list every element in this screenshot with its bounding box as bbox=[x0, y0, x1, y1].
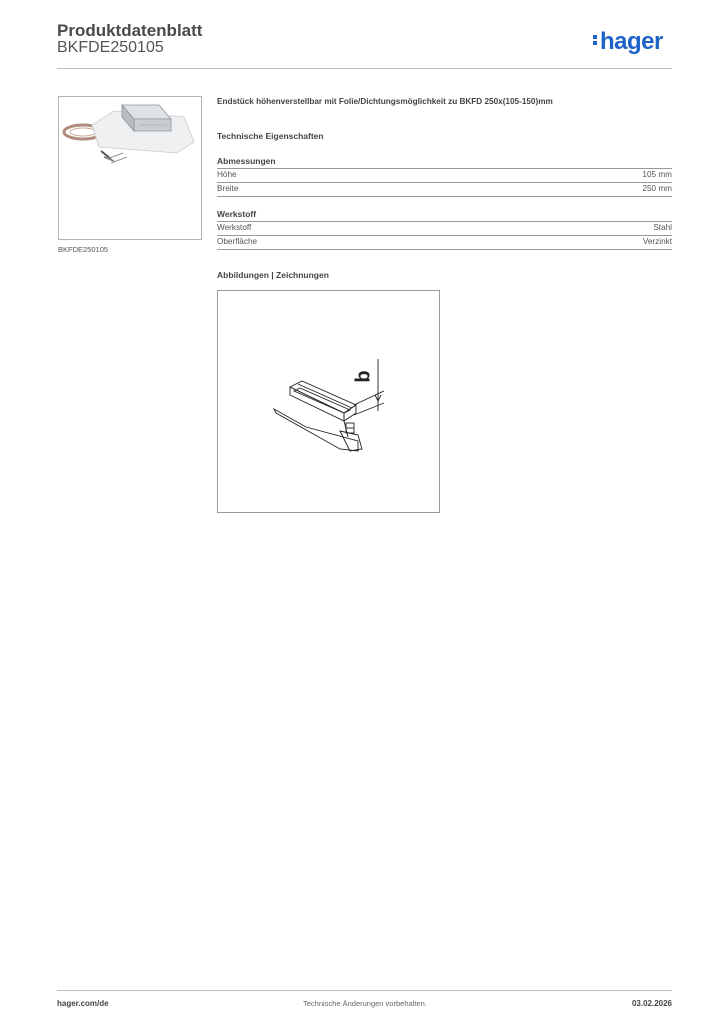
hager-logo bbox=[593, 28, 663, 56]
property-key: Breite bbox=[217, 184, 239, 193]
product-image bbox=[58, 96, 202, 240]
header-rule bbox=[57, 68, 672, 69]
property-value: 105 mm bbox=[642, 170, 672, 179]
technical-heading: Technische Eigenschaften bbox=[217, 131, 324, 141]
product-description: Endstück höhenverstellbar mit Folie/Dichtungsmöglichkeit zu BKFD 250x(105-150)mm bbox=[217, 97, 553, 106]
property-value: 250 mm bbox=[642, 184, 672, 193]
technical-drawing bbox=[217, 290, 440, 513]
footer-disclaimer: Technische Änderungen vorbehalten. bbox=[303, 999, 427, 1008]
footer-date: 03.02.2026 bbox=[631, 999, 672, 1008]
product-code: BKFDE250105 bbox=[58, 245, 109, 254]
document-title: Produktdatenblatt bbox=[57, 21, 203, 40]
property-key: Werkstoff bbox=[217, 223, 252, 232]
property-row-height bbox=[217, 169, 672, 183]
footer-website: hager.com/de bbox=[57, 999, 109, 1008]
property-row-surface bbox=[217, 236, 672, 250]
property-value: Verzinkt bbox=[642, 237, 672, 246]
property-value: Stahl bbox=[653, 223, 672, 232]
drawing-icon bbox=[218, 291, 439, 512]
logo-dots-icon bbox=[593, 33, 598, 47]
property-row-material bbox=[217, 222, 672, 236]
drawings-heading: Abbildungen | Zeichnungen bbox=[217, 270, 329, 280]
material-heading: Werkstoff bbox=[217, 209, 257, 219]
footer-rule bbox=[57, 990, 672, 991]
property-key: Oberfläche bbox=[217, 237, 258, 246]
property-key: Höhe bbox=[217, 170, 237, 179]
document-subtitle: BKFDE250105 bbox=[57, 39, 164, 56]
logo-text: hager bbox=[600, 28, 663, 55]
dimension-label-b: b bbox=[352, 370, 375, 383]
product-photo-icon bbox=[59, 97, 201, 239]
dimensions-heading: Abmessungen bbox=[217, 156, 276, 166]
property-row-width bbox=[217, 183, 672, 197]
